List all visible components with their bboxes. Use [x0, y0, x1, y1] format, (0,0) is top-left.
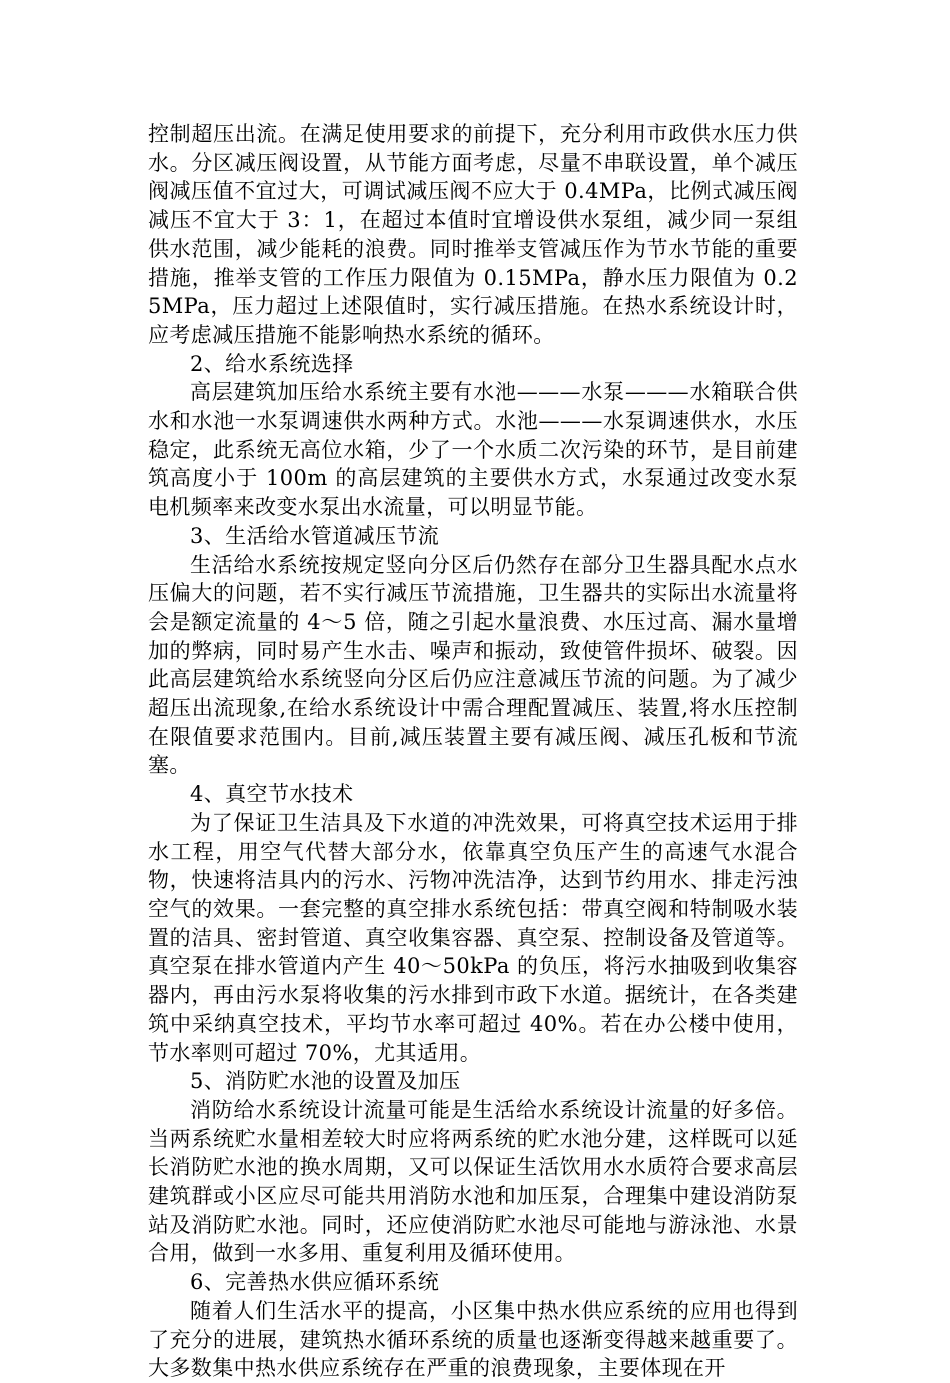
- paragraph-pressure-reduction: 生活给水系统按规定竖向分区后仍然存在部分卫生器具配水点水压偏大的问题，若不实行减压节流措施，卫生器共的实际出水流量将会是额定流量的 4～5 倍，随之引起水量浪费、水压过高、漏水量增加的弊病，同时易产生水击、噪声和振动，致使管件损坏、破裂。因此高层建筑给水系统竖向分区后仍应注意减压节流的问题。为了减少超压出流现象,在给水系统设计中需合理配置减压、装置,将水压控制在限值要求范围内。目前,减压装置主要有减压阀、减压孔板和节流塞。: [148, 552, 798, 778]
- heading-pressure-reduction: 3、生活给水管道减压节流: [190, 523, 440, 548]
- paragraph-fire-reservoir: 消防给水系统设计流量可能是生活给水系统设计流量的好多倍。当两系统贮水量相差较大时应将两系统的贮水池分建，这样既可以延长消防贮水池的换水周期，又可以保证生活饮用水水质符合要求高层建筑群或小区应尽可能共用消防水池和加压泵，合理集中建设消防泵站及消防贮水池。同时，还应使消防贮水池尽可能地与游泳池、水景合用，做到一水多用、重复利用及循环使用。: [148, 1097, 798, 1266]
- heading-water-supply-system: 2、给水系统选择: [190, 351, 354, 376]
- heading-vacuum-technology: 4、真空节水技术: [190, 782, 354, 807]
- paragraph-vacuum-technology: 为了保证卫生洁具及下水道的冲洗效果，可将真空技术运用于排水工程，用空气代替大部分水，依靠真空负压产生的高速气水混合物，快速将洁具内的污水、污物冲洗洁净，达到节约用水、排走污浊空气的效果。一套完整的真空排水系统包括：带真空阀和特制吸水装置的洁具、密封管道、真空收集容器、真空泵、控制设备及管道等。真空泵在排水管道内产生 40～50kPa 的负压，将污水抽吸到收集容器内，再由污水泵将收集的污水排到市政下水道。据统计，在各类建筑中采纳真空技术，平均节水率可超过 40%。若在办公楼中使用，节水率则可超过 70%，尤其适用。: [148, 810, 798, 1065]
- paragraph-water-supply-system: 高层建筑加压给水系统主要有水池———水泵———水箱联合供水和水池一水泵调速供水两种方式。水池———水泵调速供水，水压稳定，此系统无高位水箱，少了一个水质二次污染的环节，是目前建筑高度小于 100m 的高层建筑的主要供水方式，水泵通过改变水泵电机频率来改变水泵出水流量，可以明显节能。: [148, 380, 798, 520]
- document-body: [148, 120, 798, 1383]
- heading-fire-reservoir: 5、消防贮水池的设置及加压: [190, 1069, 461, 1094]
- paragraph-hot-water-circulation: 随着人们生活水平的提高，小区集中热水供应系统的应用也得到了充分的进展，建筑热水循环系统的质量也逐渐变得越来越重要了。大多数集中热水供应系统存在严重的浪费现象，主要体现在开: [148, 1298, 798, 1381]
- heading-hot-water-circulation: 6、完善热水供应循环系统: [190, 1270, 440, 1295]
- paragraph-pressure-control: 控制超压出流。在满足使用要求的前提下，充分利用市政供水压力供水。分区减压阀设置，从节能方面考虑，尽量不串联设置，单个减压阀减压值不宜过大，可调试减压阀不应大于 0.4MPa，比例式减压阀减压不宜大于 3：1，在超过本值时宜增设供水泵组，减少同一泵组供水范围，减少能耗的浪费。同时推举支管减压作为节水节能的重要措施，推举支管的工作压力限值为 0.15MPa，静水压力限值为 0.25MPa，压力超过上述限值时，实行减压措施。在热水系统设计时，应考虑减压措施不能影响热水系统的循环。: [148, 122, 798, 347]
